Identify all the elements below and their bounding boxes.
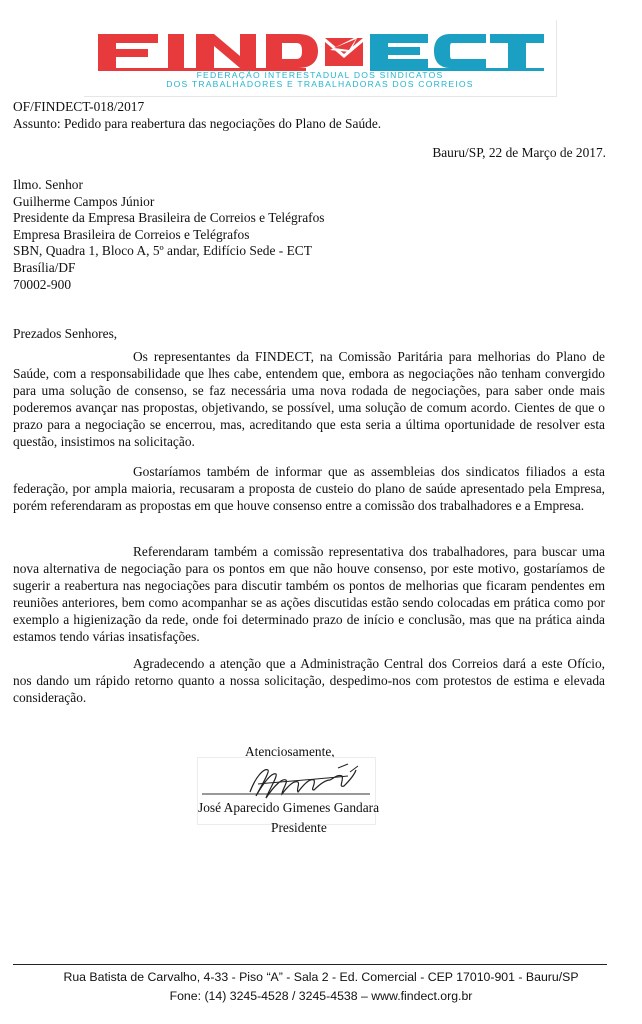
sign-off: Atenciosamente, — [245, 744, 335, 759]
recipient-company: Empresa Brasileira de Correios e Telégrafos — [13, 226, 250, 242]
letterhead-logo — [84, 20, 557, 97]
body-paragraph: Referendaram também a comissão representativa dos trabalhadores, para buscar uma nova alternativa de negociação para os pontos em que não houve consenso, por este motivo, gostaríamos de sugerir a reabertura nas negociações para discutir também os pontos de melhorias que ficaram pendentes em reuniões anteriores, bem como acompanhar se as ações discutidas estão sendo colocadas em prática como por exemplo a higienização da rede, onde foi determinado prazo de início e conclusão, mas que na prática ainda estamos tendo várias insatisfações. — [13, 544, 605, 645]
recipient-name: Guilherme Campos Júnior — [13, 193, 155, 209]
body-paragraph: Agradecendo a atenção que a Administração Central dos Correios dará a este Ofício, nos dando um rápido retorno quanto a nossa solicitação, despedimo-nos com protestos de estima e elevada consideração. — [13, 656, 605, 706]
recipient-role: Presidente da Empresa Brasileira de Correios e Telégrafos — [13, 210, 325, 226]
greeting — [13, 326, 607, 343]
body-paragraph: Os representantes da FINDECT, na Comissão Paritária para melhorias do Plano de Saúde, com a responsabilidade que lhes cabe, entendem que, embora as negociações não tenham convergido para uma solução de consenso, se faz necessária uma nova rodada de negociações, para saber onde mais poderemos avançar nas propostas, objetivando, se possível, uma solução de comum acordo. Cientes de que o prazo para a negociação se encerrou, mas, acreditando que esta seria a última oportunidade de resolver esta questão, insistimos na solicitação. — [13, 349, 605, 450]
footer-contact: Fone: (14) 3245-4528 / 3245-4538 – www.findect.org.br — [169, 989, 473, 1003]
footer-address: Rua Batista de Carvalho, 4-33 - Piso “A” - Sala 2 - Ed. Comercial - CEP 17010-901 - Bauru/SP — [63, 970, 579, 984]
letter-header — [13, 99, 607, 132]
findect-wordmark-logo — [94, 28, 546, 72]
recipient-address: SBN, Quadra 1, Bloco A, 5º andar, Edifício Sede - ECT — [13, 243, 312, 259]
recipient-city: Brasília/DF — [13, 259, 76, 275]
greeting-text: Prezados Senhores, — [13, 326, 118, 341]
logo-subtitle-line1: FEDERAÇÃO INTERESTADUAL DOS SINDICATOS — [196, 70, 444, 80]
signer-name: José Aparecido Gimenes Gandara — [198, 800, 380, 815]
footer-divider — [13, 964, 607, 965]
logo-subtitle-line2: DOS TRABALHADORES E TRABALHADORAS DOS CORREIOS — [166, 79, 474, 89]
recipient-zip: 70002-900 — [13, 276, 72, 292]
recipient-salutation: Ilmo. Senhor — [13, 177, 83, 192]
reference-number: OF/FINDECT-018/2017 — [13, 99, 145, 114]
body-paragraph: Gostaríamos também de informar que as assembleias dos sindicatos filiados a esta federação, por ampla maioria, recusaram a proposta de custeio do plano de saúde apresentado pela Empresa, porém referendaram as propostas em que houve consenso entre a comissão dos trabalhadores e a Empresa. — [13, 464, 605, 514]
signer-title: Presidente — [271, 820, 327, 835]
letter-date: Bauru/SP, 22 de Março de 2017. — [432, 145, 606, 160]
recipient-block — [13, 177, 607, 293]
subject-line: Assunto: Pedido para reabertura das negociações do Plano de Saúde. — [13, 115, 382, 131]
